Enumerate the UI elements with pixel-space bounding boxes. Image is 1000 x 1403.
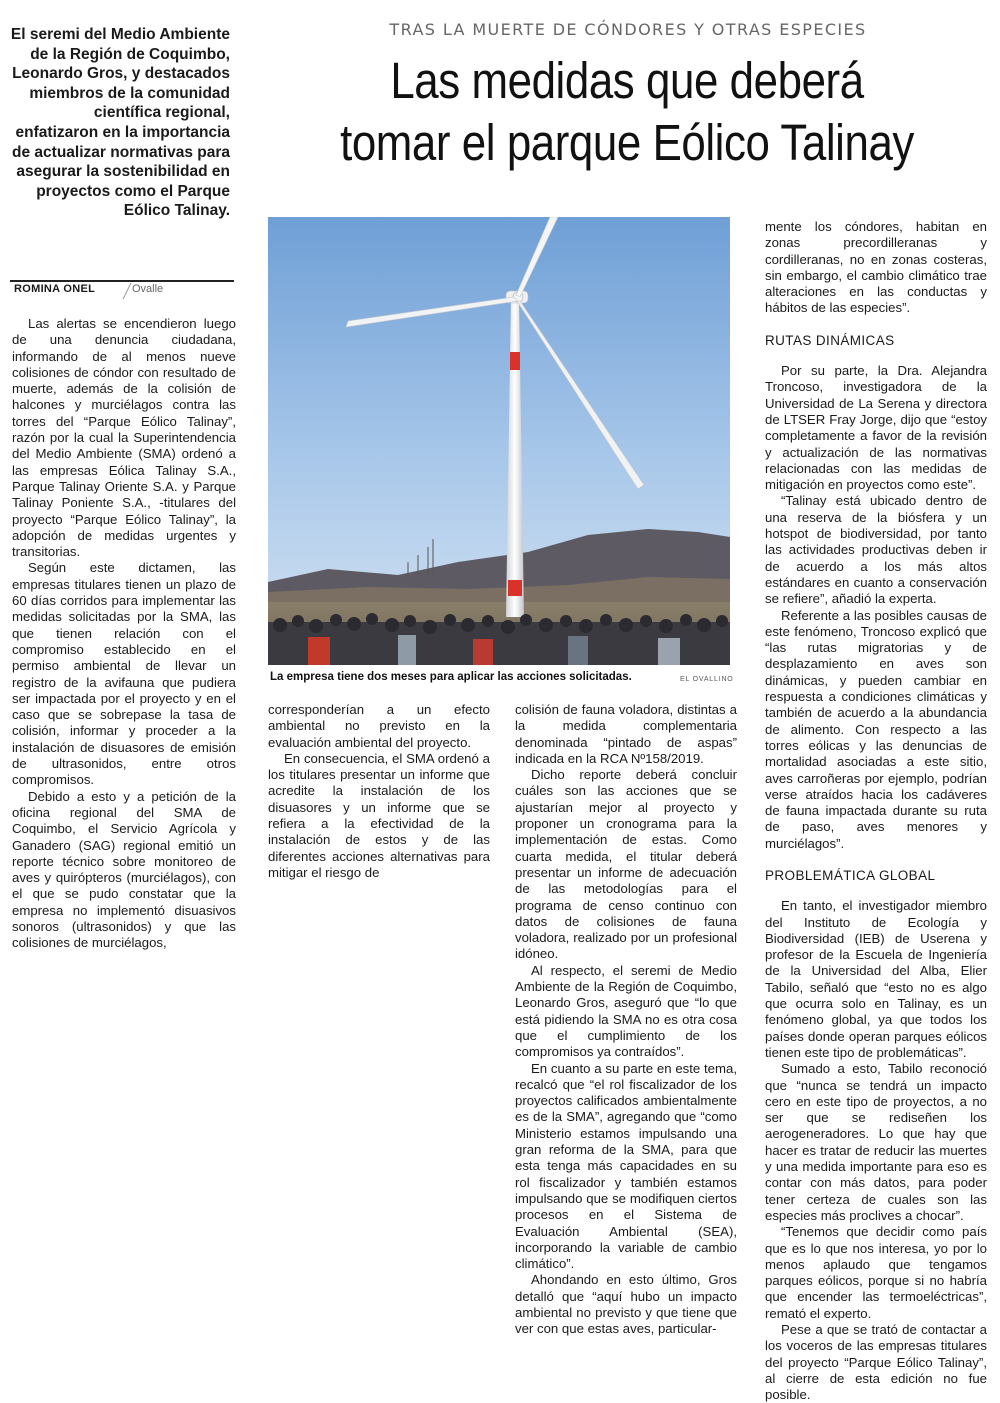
paragraph: Debido a esto y a petición de la oficina regional del SMA de Coquimbo, el Servicio Agrícola y Ganadero (SAG) regional emitió un reporte técnico sobre monitoreo de aves y quirópteros (murciélagos), con el que se pudo constatar que la empresa no implementó disuasivos sonoros (ultrasonidos) y que las colisiones de murciélagos, [12,788,236,951]
headline-line-2: tomar el parque Eólico Talinay [340,114,914,171]
headline-line-1: Las medidas que deberá [390,52,864,109]
paragraph: En consecuencia, el SMA ordenó a los titulares presentar un informe que acredite la instalación de los disuasores y un informe que se refiera a la efectividad de la instalación de estos y de las diferentes acciones alternativas para mitigar el riesgo de [268,750,490,880]
subhead-problematica-global: PROBLEMÁTICA GLOBAL [765,867,936,883]
headline [313,50,941,174]
kicker: TRAS LA MUERTE DE CÓNDORES Y OTRAS ESPECIES [389,20,867,39]
paragraph: En tanto, el investigador miembro del Instituto de Ecología y Biodiversidad (IEB) de Userena y profesor de la Escuela de Ingeniería de la Universidad del Alba, Elier Tabilo, señaló que “esto no es algo que ocurra solo en Talinay, es un fenómeno global, ya que todos los países donde operan parques eólicos tienen este tipo de problemáticas”. [765,898,987,1060]
article-column-3 [515,702,737,1338]
paragraph: Las alertas se encendieron luego de una denuncia ciudadana, informando de al menos nueve colisiones de cóndor con resultado de muerte, además de la colisión de halcones y murciélagos contra las torres del “Parque Eólico Talinay”, razón por la cual la Superintendencia del Medio Ambiente (SMA) ordenó a las empresas Eólica Talinay S.A., Parque Talinay Oriente S.A. y Parque Talinay Poniente S.A., -titulares del proyecto “Parque Eólico Talinay”, la adopción de medidas urgentes y transitorias. [12,316,236,560]
paragraph: Dicho reporte deberá concluir cuáles son las acciones que se ajustarían mejor al proyecto y proponer un cronograma para la implementación de estas. Como cuarta medida, el titular deberá presentar un informe de adecuación de las metodologías para el programa de censo continuo con datos de colisiones de fauna voladora, realizado por un profesional idóneo. [515,767,737,962]
byline-author: ROMINA ONEL [14,283,96,295]
article-column-1 [12,316,236,952]
paragraph: Pese a que se trató de contactar a los voceros de las empresas titulares del proyecto “Parque Eólico Talinay”, al cierre de esta edición no fue posible. [765,1322,987,1403]
article-column-4 [765,219,987,1403]
photo-caption: La empresa tiene dos meses para aplicar las acciones solicitadas. [270,671,632,683]
byline-location: Ovalle [132,283,164,295]
paragraph: colisión de fauna voladora, distintas a la medida complementaria denominada “pintado de aspas” indicada en la RCA Nº158/2019. [515,702,737,766]
wind-turbine-photo [268,217,730,665]
subhead-rutas-dinamicas: RUTAS DINÁMICAS [765,332,895,348]
paragraph: Ahondando en esto último, Gros detalló que “aquí hubo un impacto ambiental no previsto y que tiene que ver con que estas aves, particular- [515,1272,737,1337]
paragraph: Referente a las posibles causas de este fenómeno, Troncoso explicó que “las rutas migratorias y de desplazamiento en aves son dinámicas, y pueden cambiar en respuesta a condiciones climáticas y también de acuerdo a la abundancia de alimento. Con respecto a las torres eólicas y las denuncias de mortalidad asociadas a este sitio, aves carroñeras por ejemplo, podrían verse atraídos hacia los cadáveres de fauna impactada durante su ruta de paso, aves menores y murciélagos”. [765,607,987,851]
byline-slash-divider [120,282,132,300]
paragraph: “Talinay está ubicado dentro de una reserva de la biósfera y un hotspot de biodiversidad, por tanto las actividades productivas deben ir de acuerdo a los más altos estándares en cuanto a conservación se refiere”, añadió la experta. [765,493,987,607]
article-photo [268,217,730,665]
paragraph: Al respecto, el seremi de Medio Ambiente de la Región de Coquimbo, Leonardo Gros, aseguró que “lo que está pidiendo la SMA no es otra cosa que el cumplimiento de los compromisos ya contraídos”. [515,962,737,1060]
paragraph: En cuanto a su parte en este tema, recalcó que “el rol fiscalizador de los proyectos calificados ambientalmente es de la SMA”, agregando que “como Ministerio estamos impulsando una gran reforma de la SMA, para que esta tenga más capacidades en su rol fiscalizador y también estamos impulsando que se modifiquen ciertos procesos en el Sistema de Evaluación Ambiental (SEA), incorporando la variable de cambio climático”. [515,1060,737,1272]
paragraph: “Tenemos que decidir como país que es lo que nos interesa, yo por lo menos aplaudo que tengamos parques eólicos, porque si no habría que encender las termoeléctricas”, remató el experto. [765,1224,987,1321]
article-column-2 [268,702,490,881]
paragraph: mente los cóndores, habitan en zonas precordilleranas y cordilleranas, no en zonas costeras, sin embargo, el cambio climático trae alteraciones en las conductas y hábitos de las especies”. [765,219,987,316]
paragraph: corresponderían a un efecto ambiental no previsto en la evaluación ambiental del proyecto. [268,702,490,750]
paragraph: Según este dictamen, las empresas titulares tienen un plazo de 60 días corridos para implementar las medidas solicitadas por la SMA, las que tienen relación con el compromiso establecido en el permiso ambiental de llevar un registro de la avifauna que pudiera ser impactada por el proyecto y en el caso que se sobrepase la tasa de colisión, informar y proceder a la instalación de disuasores de emisión de ultrasonidos, entre otros compromisos. [12,560,236,788]
photo-credit: EL OVALLINO [680,676,734,683]
lead-paragraph: El seremi del Medio Ambiente de la Región de Coquimbo, Leonardo Gros, y destacados miembros de la comunidad científica regional, enfatizaron en la importancia de actualizar normativas para asegurar la sostenibilidad en proyectos como el Parque Eólico Talinay. [10,26,230,220]
paragraph: Por su parte, la Dra. Alejandra Troncoso, investigadora de la Universidad de La Serena y directora de LTSER Fray Jorge, dijo que “estoy completamente a favor de la revisión y actualización de las normativas relacionadas con las medidas de mitigación en proyectos como este”. [765,363,987,493]
paragraph: Sumado a esto, Tabilo reconoció que “nunca se tendrá un impacto cero en este tipo de proyectos, a no ser que se rediseñen los aerogeneradores. Lo que hay que hacer es tratar de reducir las muertes y una medida importante para eso es contar con más datos, para poder tener certeza de cuales son las especies más proclives a chocar”. [765,1061,987,1223]
